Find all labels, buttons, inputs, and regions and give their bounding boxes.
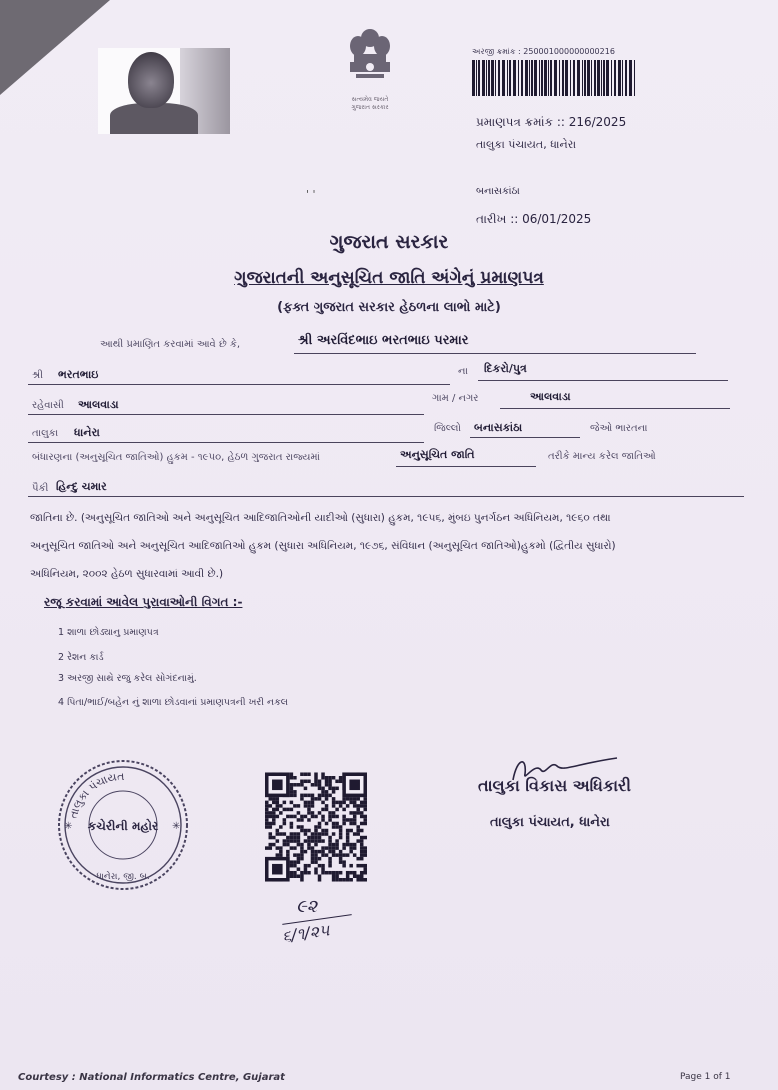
- document-item: 1 શાળા છોડ્યાનુ પ્રમાણપત્ર: [58, 627, 159, 638]
- district-label: જિલ્લો: [434, 423, 461, 434]
- taluka-name: ધાનેરા: [74, 426, 100, 439]
- footer-courtesy: Courtesy : National Informatics Centre, Gujarat: [18, 1072, 285, 1083]
- order-label: બંધારણના (અનુસૂચિત જાતિઓ) હુકમ - ૧૯૫૦, હેઠળ ગુજરાત રાજ્યમાં: [32, 452, 320, 463]
- recognized-label: તરીકે માન્ય કરેલ જાતિઓ: [548, 451, 656, 462]
- emblem-government: ગુજરાત સરકાર: [351, 104, 389, 111]
- paragraph-line-3: અધિનિયમ, ૨૦૦૨ હેઠળ સુધારવામાં આવી છે.): [30, 568, 224, 580]
- documents-title: રજૂ કરવામાં આવેલ પુરાવાઓની વિગત :-: [44, 595, 243, 609]
- relation: દિકરો/પુત્ર: [484, 362, 527, 375]
- district-name: બનાસકાંઠા: [474, 421, 523, 434]
- svg-text:✳: ✳: [64, 821, 73, 832]
- seal-center-text: કચેરીની મહોર: [87, 819, 159, 833]
- taluka-label: તાલુકા: [32, 428, 59, 439]
- handwritten-note: [280, 896, 352, 946]
- handwritten-number: ૯૨: [296, 896, 318, 917]
- document-item: 2 રેશન કાર્ડ: [58, 652, 104, 663]
- office-seal: [52, 757, 194, 893]
- seal-top-text: તાલુકા પંચાયત: [66, 769, 125, 820]
- emblem-motto: સત્યમેવ જયતે: [351, 96, 389, 103]
- certificate-note: (ફક્ત ગુજરાત સરકાર હેઠળના લાભો માટે): [277, 300, 501, 315]
- paragraph-line-1: જાતિના છે. (અનુસૂચિત જાતિઓ અને અનુસૂચિત આદિજાતિઓની યાદીઓ (સુધારા) હુકમ, ૧૯૫૬, મુંબઇ પુનર્ગઠન અધિનિયમ, ૧૯૬૦ તથા: [30, 512, 611, 524]
- india-label: જેઓ ભારતના: [590, 423, 648, 434]
- certificate-number: પ્રમાણપત્ર ક્રમાંક :: 216/2025: [476, 115, 627, 129]
- handwritten-date: ૬/૧/૨૫: [280, 920, 331, 946]
- document-item: 3 અરજી સાથે રજુ કરેલ સોગંદનામું.: [58, 673, 197, 684]
- paragraph-line-2: અનુસૂચિત જાતિઓ અને અનુસૂચિત આદિજાતિઓ હુકમ (સુધારા અધિનિયમ, ૧૯૭૬, સંવિધાન (અનુસૂચિત જાતિઓ)હુકમો (દ્વિતીય સુધારો): [30, 540, 616, 552]
- resident-village: આલવાડા: [78, 398, 119, 411]
- svg-text:✳: ✳: [172, 821, 181, 832]
- father-name: ભરતભાઇ: [58, 368, 99, 381]
- legal-paragraph: [30, 504, 748, 588]
- barcode: [472, 60, 637, 96]
- officer-office: તાલુકા પંચાયત, ધાનેરા: [490, 815, 610, 830]
- folded-corner: [0, 0, 110, 95]
- village-name: આલવાડા: [530, 390, 571, 403]
- application-number: અરજી ક્રમાંક : 250001000000000216: [472, 47, 615, 56]
- issuing-office: તાલુકા પંચાયત, ધાનેરા: [476, 138, 577, 151]
- certificate-title: ગુજરાતની અનુસૂચિત જાતિ અંગેનું પ્રમાણપત્ર: [234, 268, 544, 288]
- resident-label: રહેવાસી: [32, 400, 64, 411]
- relation-prefix: ના: [458, 366, 468, 377]
- officer-title: તાલુકા વિકાસ અધિકારી: [478, 776, 631, 795]
- state-emblem: [335, 26, 405, 118]
- issue-date: તારીખ :: 06/01/2025: [476, 212, 592, 226]
- applicant-photo: [98, 48, 230, 134]
- qr-code: [265, 772, 367, 882]
- mark: ' ': [306, 188, 316, 201]
- government-title: ગુજરાત સરકાર: [329, 231, 449, 253]
- document-item: 4 પિતા/ભાઈ/બહેન નું શાળા છોડવાનાં પ્રમાણપત્રની ખરી નકલ: [58, 697, 288, 708]
- issuing-district: બનાસકાંઠા: [476, 186, 520, 197]
- seal-bottom-text: ધાનેરા, જી. બ.: [96, 872, 150, 882]
- caste-name: હિન્દુ ચમાર: [56, 480, 107, 493]
- footer-page: Page 1 of 1: [680, 1072, 731, 1082]
- father-prefix: શ્રી: [32, 370, 44, 381]
- certify-label: આથી પ્રમાણિત કરવામાં આવે છે કે,: [100, 339, 241, 350]
- village-label: ગામ / નગર: [432, 393, 479, 404]
- caste-category: અનુસૂચિત જાતિ: [400, 448, 475, 461]
- applicant-name: શ્રી અરવિંદભાઇ ભરતભાઇ પરમાર: [298, 333, 469, 348]
- caste-prefix: પૈકી: [32, 483, 49, 494]
- lion-capital-icon: [340, 26, 400, 92]
